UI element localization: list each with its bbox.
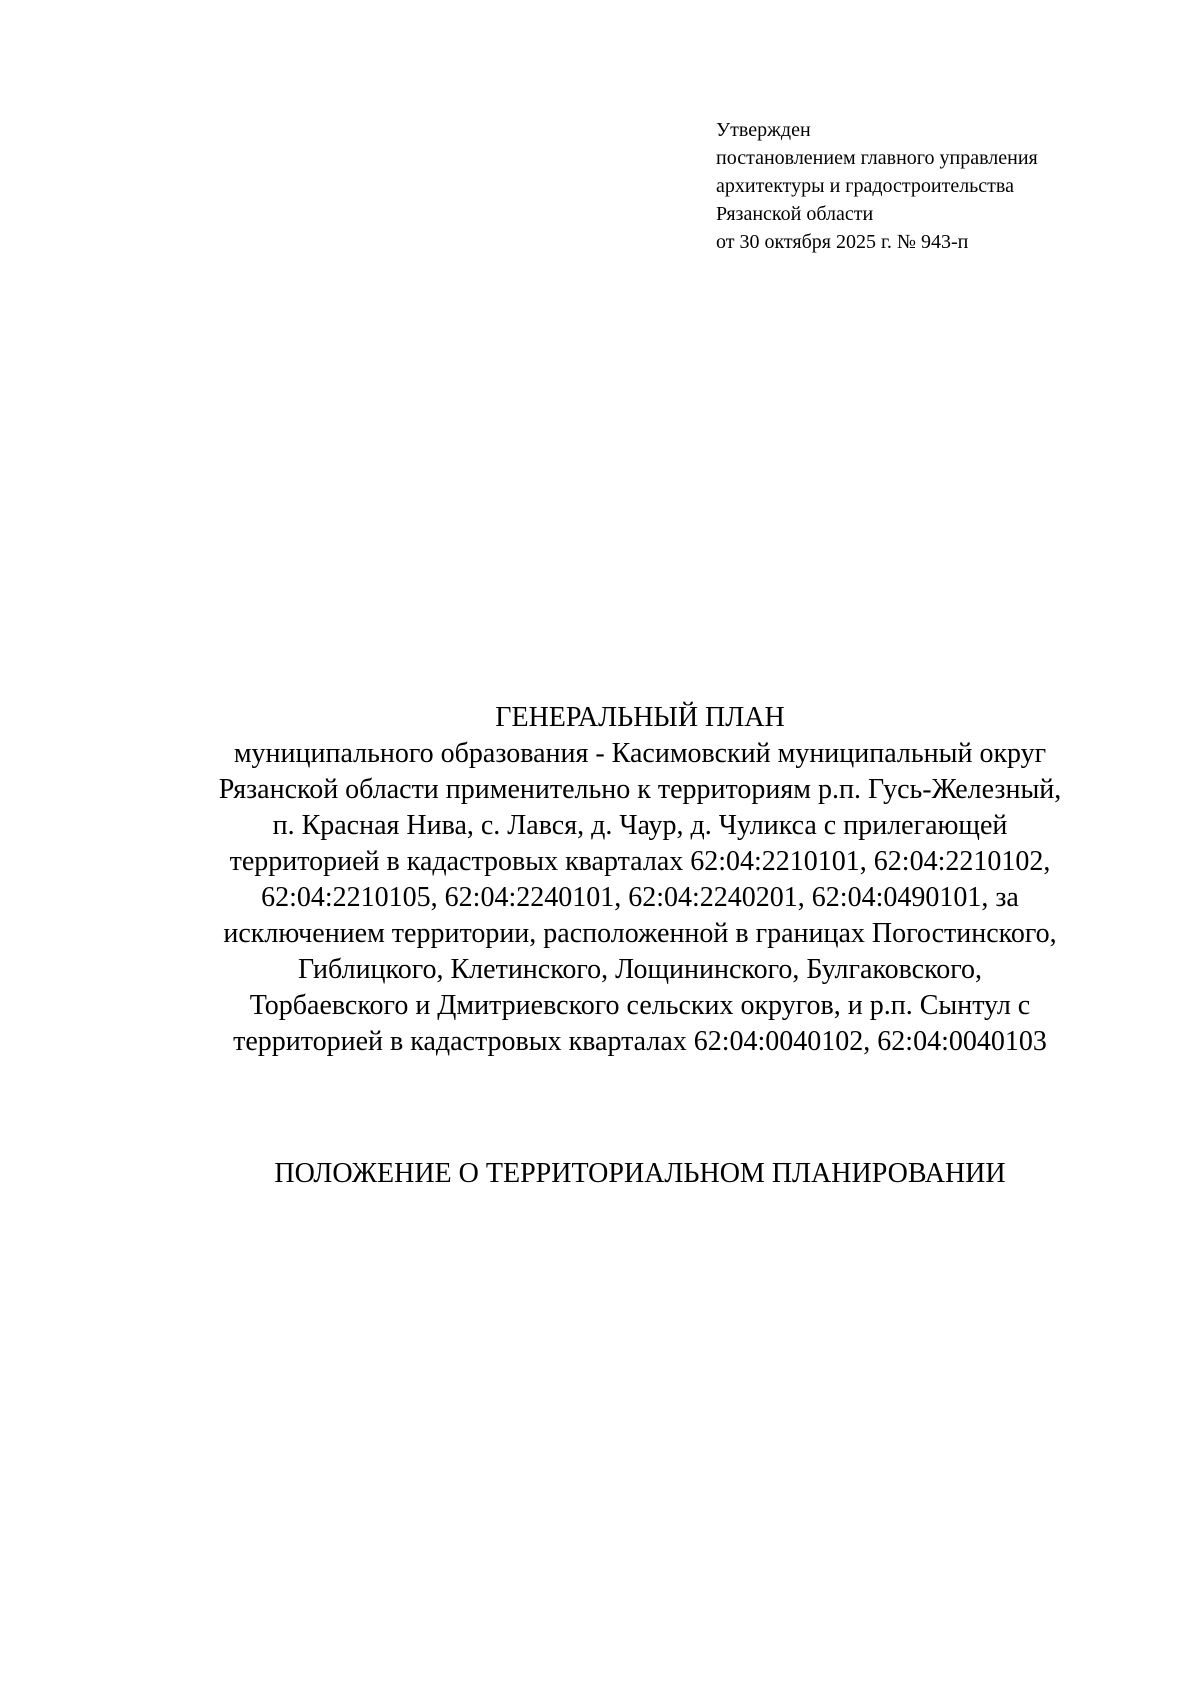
document-subtitle bbox=[120, 736, 1160, 1060]
approval-line: постановлением главного управления bbox=[716, 147, 1038, 169]
subtitle-line: территорией в кадастровых кварталах 62:04:2210101, 62:04:2210102, bbox=[229, 846, 1051, 877]
document-title: ГЕНЕРАЛЬНЫЙ ПЛАН bbox=[495, 702, 785, 733]
subtitle-line: Рязанской области применительно к территориям р.п. Гусь-Железный, bbox=[218, 774, 1062, 805]
subtitle-line: 62:04:2210105, 62:04:2240101, 62:04:2240201, 62:04:0490101, за bbox=[261, 882, 1019, 913]
approval-line: архитектуры и градостроительства bbox=[716, 175, 1014, 197]
subtitle-line: территорией в кадастровых кварталах 62:04:0040102, 62:04:0040103 bbox=[233, 1026, 1047, 1057]
subtitle-line: п. Красная Нива, с. Лався, д. Чаур, д. Чуликса с прилегающей bbox=[272, 810, 1008, 841]
subtitle-line: Торбаевского и Дмитриевского сельских округов, и р.п. Сынтул с bbox=[249, 990, 1031, 1021]
approval-line: Утвержден bbox=[716, 119, 811, 141]
approval-date-number: от 30 октября 2025 г. № 943-п bbox=[716, 231, 969, 253]
subtitle-line: исключением территории, расположенной в границах Погостинского, bbox=[223, 918, 1057, 949]
subtitle-line: Гиблицкого, Клетинского, Лощининского, Булгаковского, bbox=[297, 954, 983, 985]
document-title-block bbox=[120, 700, 1160, 1060]
subtitle-line: муниципального образования - Касимовский муниципальный округ bbox=[233, 738, 1047, 769]
approval-line: Рязанской области bbox=[716, 203, 874, 225]
approval-stamp bbox=[716, 116, 1156, 256]
section-title: ПОЛОЖЕНИЕ О ТЕРРИТОРИАЛЬНОМ ПЛАНИРОВАНИИ bbox=[274, 1158, 1006, 1189]
